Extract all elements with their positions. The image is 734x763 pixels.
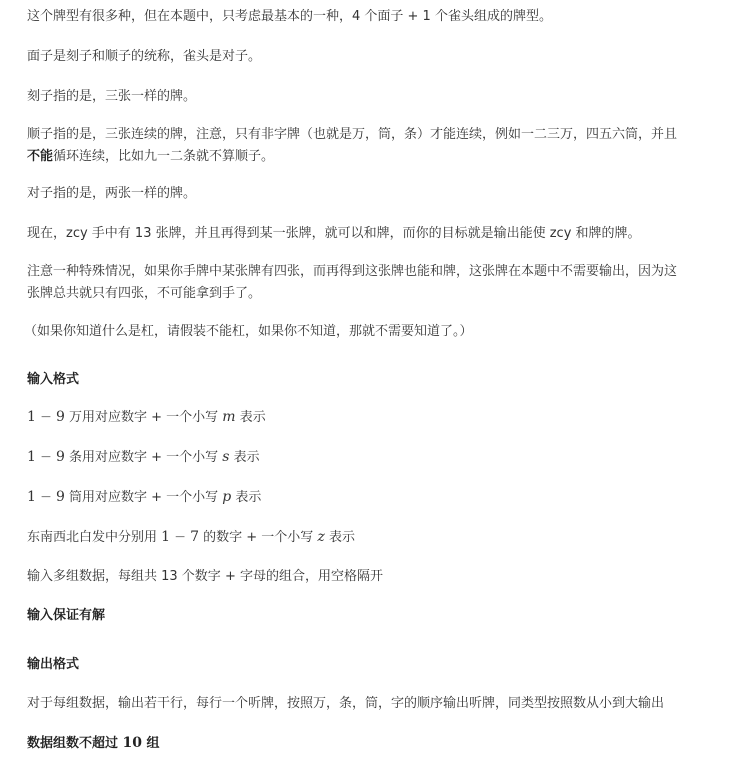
intro-line-2: 面子是刻子和顺子的统称，雀头是对子。 <box>27 49 262 64</box>
intro-line-5: 对子指的是，两张一样的牌。 <box>27 186 197 201</box>
intro-line-4a: 顺子指的是，三张连续的牌，注意，只有非字牌（也就是万，筒，条）才能连续，例如一二三万，四五六筒，并且 <box>27 127 678 142</box>
input-tong-line: 1 − 9 筒用对应数字 + 一个小写 p 表示 <box>27 489 262 505</box>
intro-line-8: （如果你知道什么是杠，请假装不能杠，如果你不知道，那就不需要知道了。） <box>24 324 473 339</box>
intro-line-7b: 张牌总共就只有四张，不可能拿到手了。 <box>27 286 262 301</box>
input-honor-line: 东南西北白发中分别用 1 − 7 的数字 + 一个小写 z 表示 <box>27 529 355 545</box>
intro-line-6: 现在，zcy 手中有 13 张牌，并且再得到某一张牌，就可以和牌，而你的目标就是输出能使 zcy 和牌的牌。 <box>27 226 641 241</box>
output-desc-line: 对于每组数据，输出若干行，每行一个听牌，按照万，条，筒，字的顺序输出听牌，同类型按照数从小到大输出 <box>27 696 665 711</box>
input-wan-line: 1 − 9 万用对应数字 + 一个小写 m 表示 <box>27 409 266 425</box>
intro-line-4b <box>27 146 717 168</box>
intro-line-7a: 注意一种特殊情况，如果你手牌中某张牌有四张，而再得到这张牌也能和牌，这张牌在本题中不需要输出，因为这 <box>27 264 678 279</box>
input-multi-line: 输入多组数据，每组共 13 个数字 + 字母的组合，用空格隔开 <box>27 569 383 584</box>
intro-line-1: 这个牌型有很多种，但在本题中，只考虑最基本的一种，4 个面子 + 1 个雀头组成的牌型。 <box>27 9 552 24</box>
emphasis-bold: 不能 <box>27 149 54 164</box>
intro-line-3: 刻子指的是，三张一样的牌。 <box>27 89 197 104</box>
intro-line-4b-rest: 循环连续，比如九一二条就不算顺子。 <box>53 149 275 164</box>
output-format-heading: 输出格式 <box>27 657 80 672</box>
input-format-heading: 输入格式 <box>27 372 80 387</box>
output-limit-line: 数据组数不超过 10 组 <box>27 735 160 751</box>
input-guarantee: 输入保证有解 <box>27 608 106 623</box>
input-tiao-line: 1 − 9 条用对应数字 + 一个小写 s 表示 <box>27 449 260 465</box>
